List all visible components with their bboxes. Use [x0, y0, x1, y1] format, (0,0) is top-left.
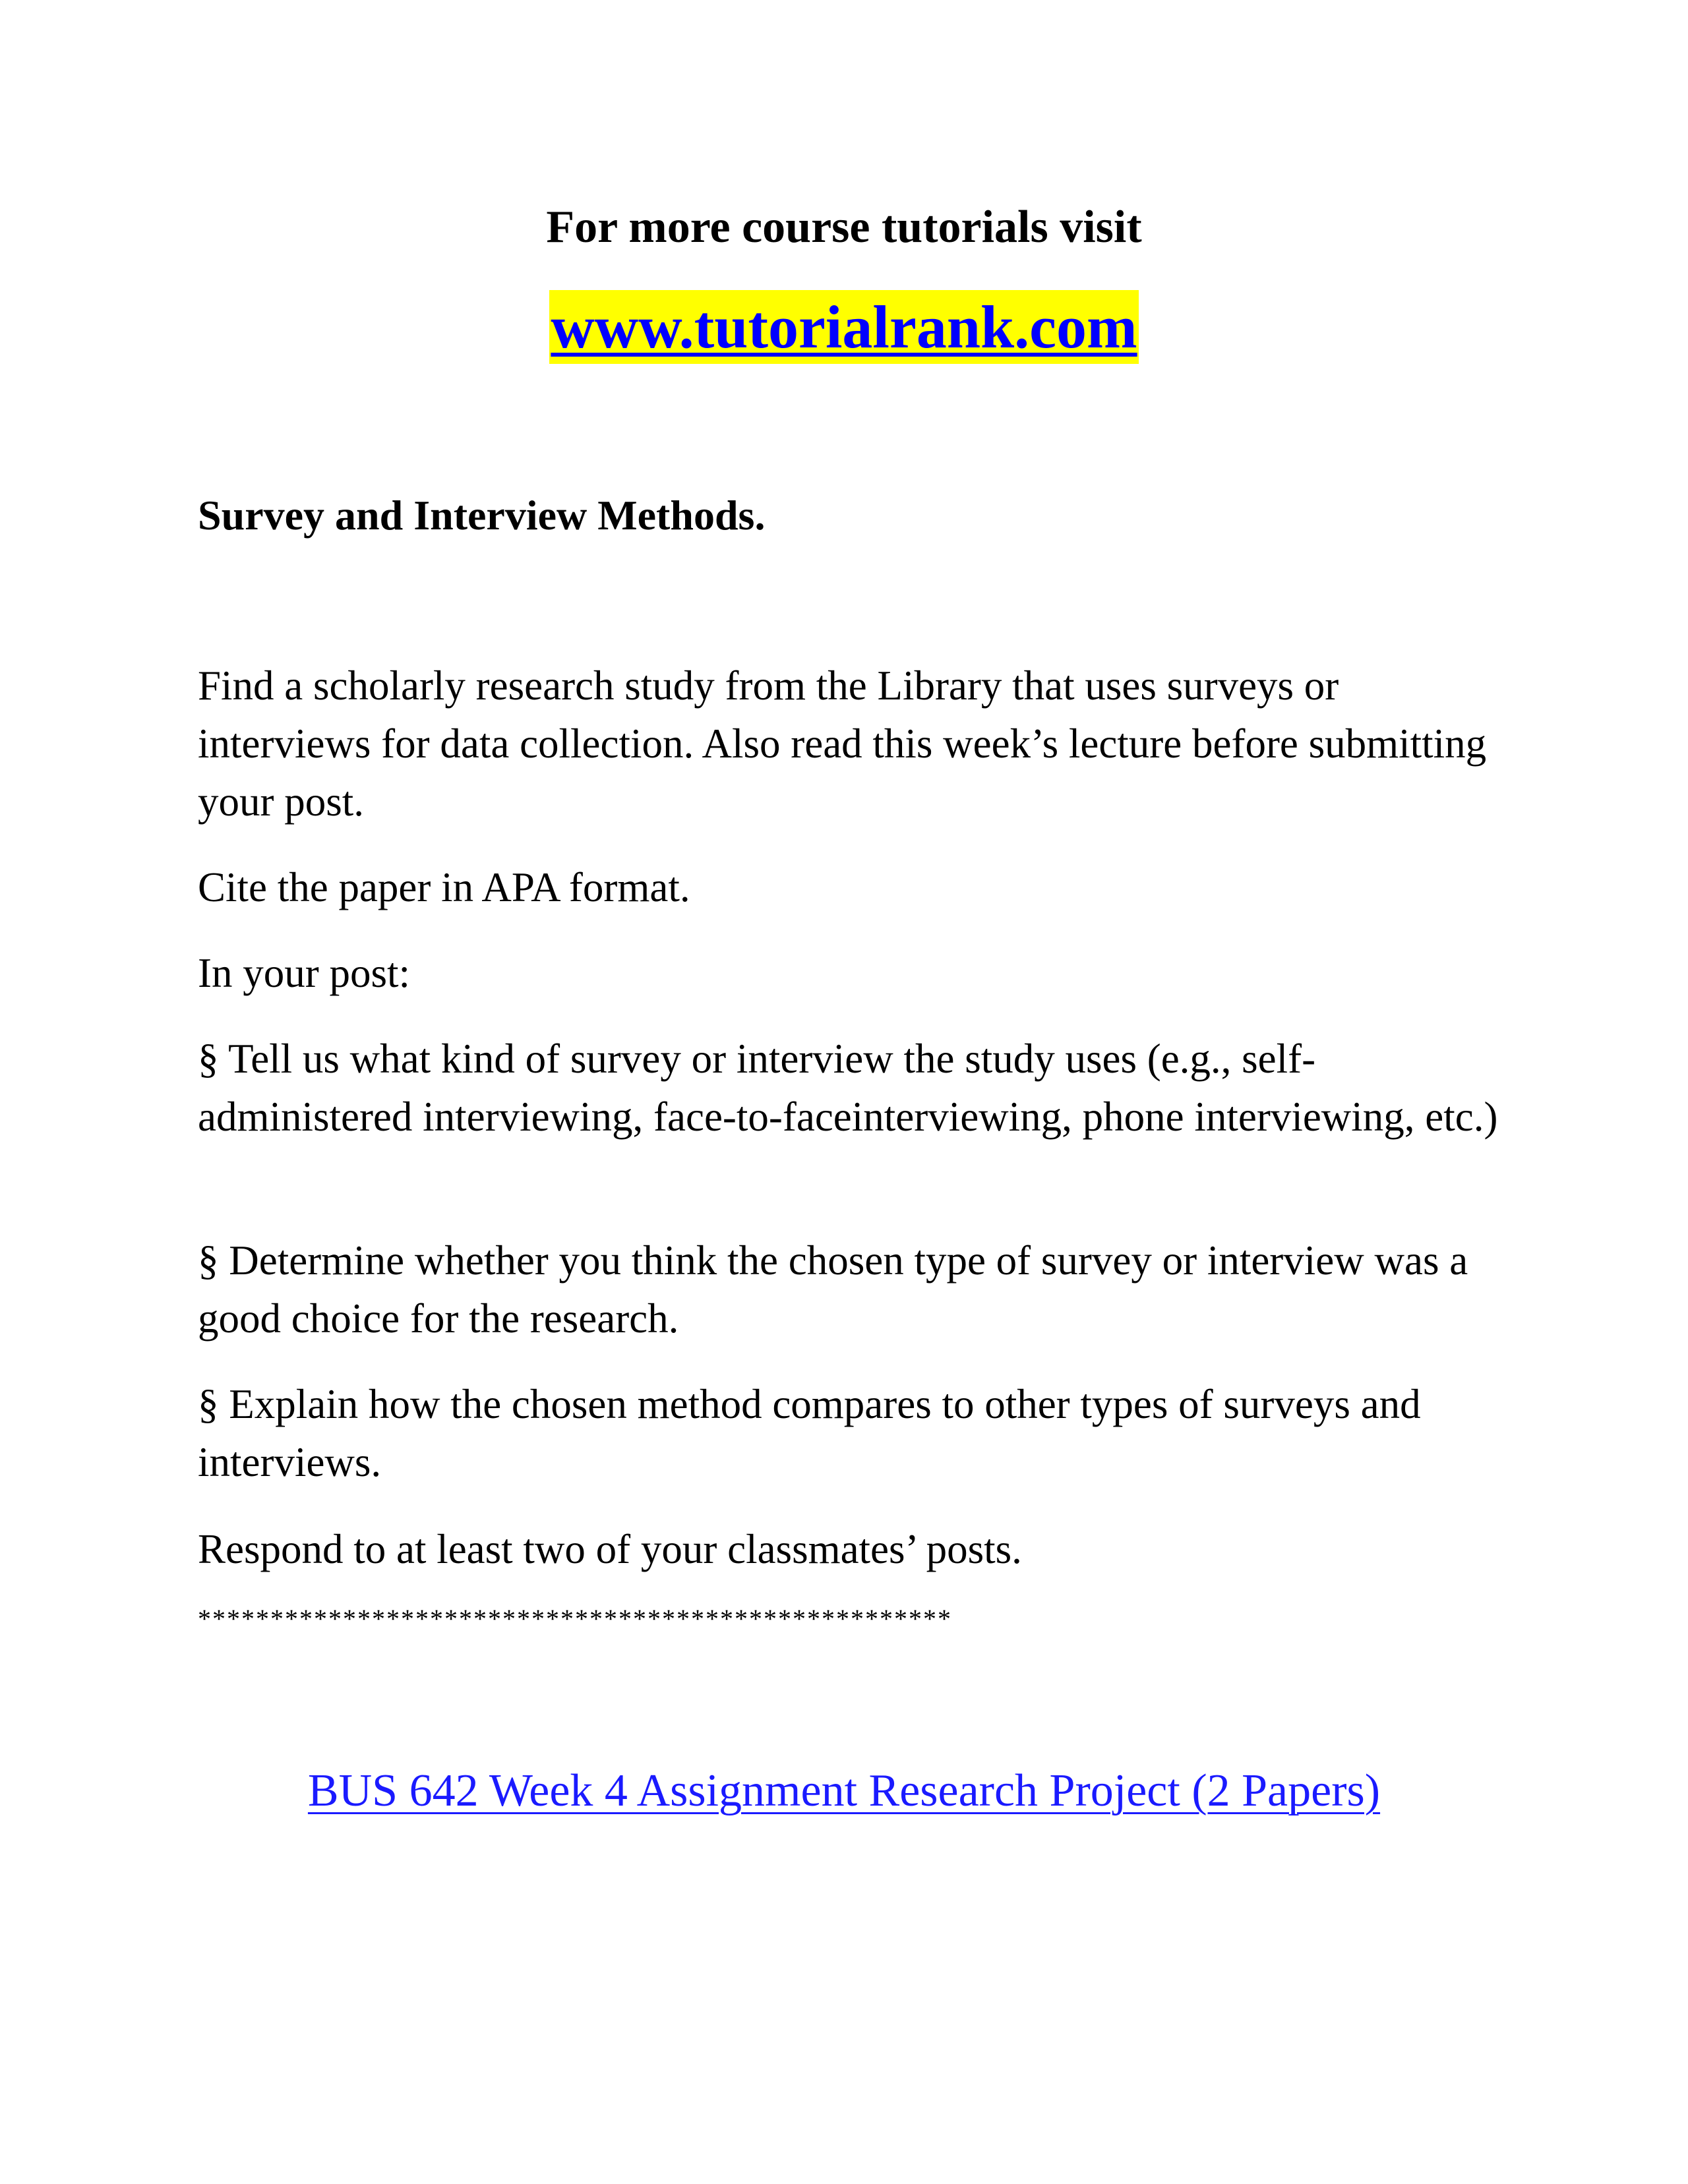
section-heading: Survey and Interview Methods. [198, 492, 766, 539]
bullet-explain-comparison: § Explain how the chosen method compares to other types of surveys and interviews. [198, 1381, 1421, 1485]
paragraph-in-your-post: In your post: [198, 950, 410, 996]
intro-text: For more course tutorials visit [546, 202, 1142, 252]
paragraph-respond: Respond to at least two of your classmates’ posts. [198, 1526, 1022, 1572]
bullet-survey-type: § Tell us what kind of survey or interview the study uses (e.g., self-administered interviewing, face-to-faceinterviewing, phone interviewing, etc.) [198, 1036, 1498, 1140]
bottom-link-container [0, 1761, 1688, 1821]
bullet-determine-choice: § Determine whether you think the chosen type of survey or interview was a good choice for the research. [198, 1237, 1468, 1342]
paragraph-cite-apa: Cite the paper in APA format. [198, 864, 690, 910]
paragraph-find-study: Find a scholarly research study from the Library that uses surveys or interviews for data collection. Also read this week’s lecture before submitting your post. [198, 663, 1487, 825]
site-link-container [0, 290, 1688, 364]
course-link[interactable]: BUS 642 Week 4 Assignment Research Project (2 Papers) [307, 1765, 1381, 1816]
separator-stars: **************************************************** [198, 1604, 952, 1634]
site-link[interactable]: www.tutorialrank.com [549, 290, 1138, 364]
